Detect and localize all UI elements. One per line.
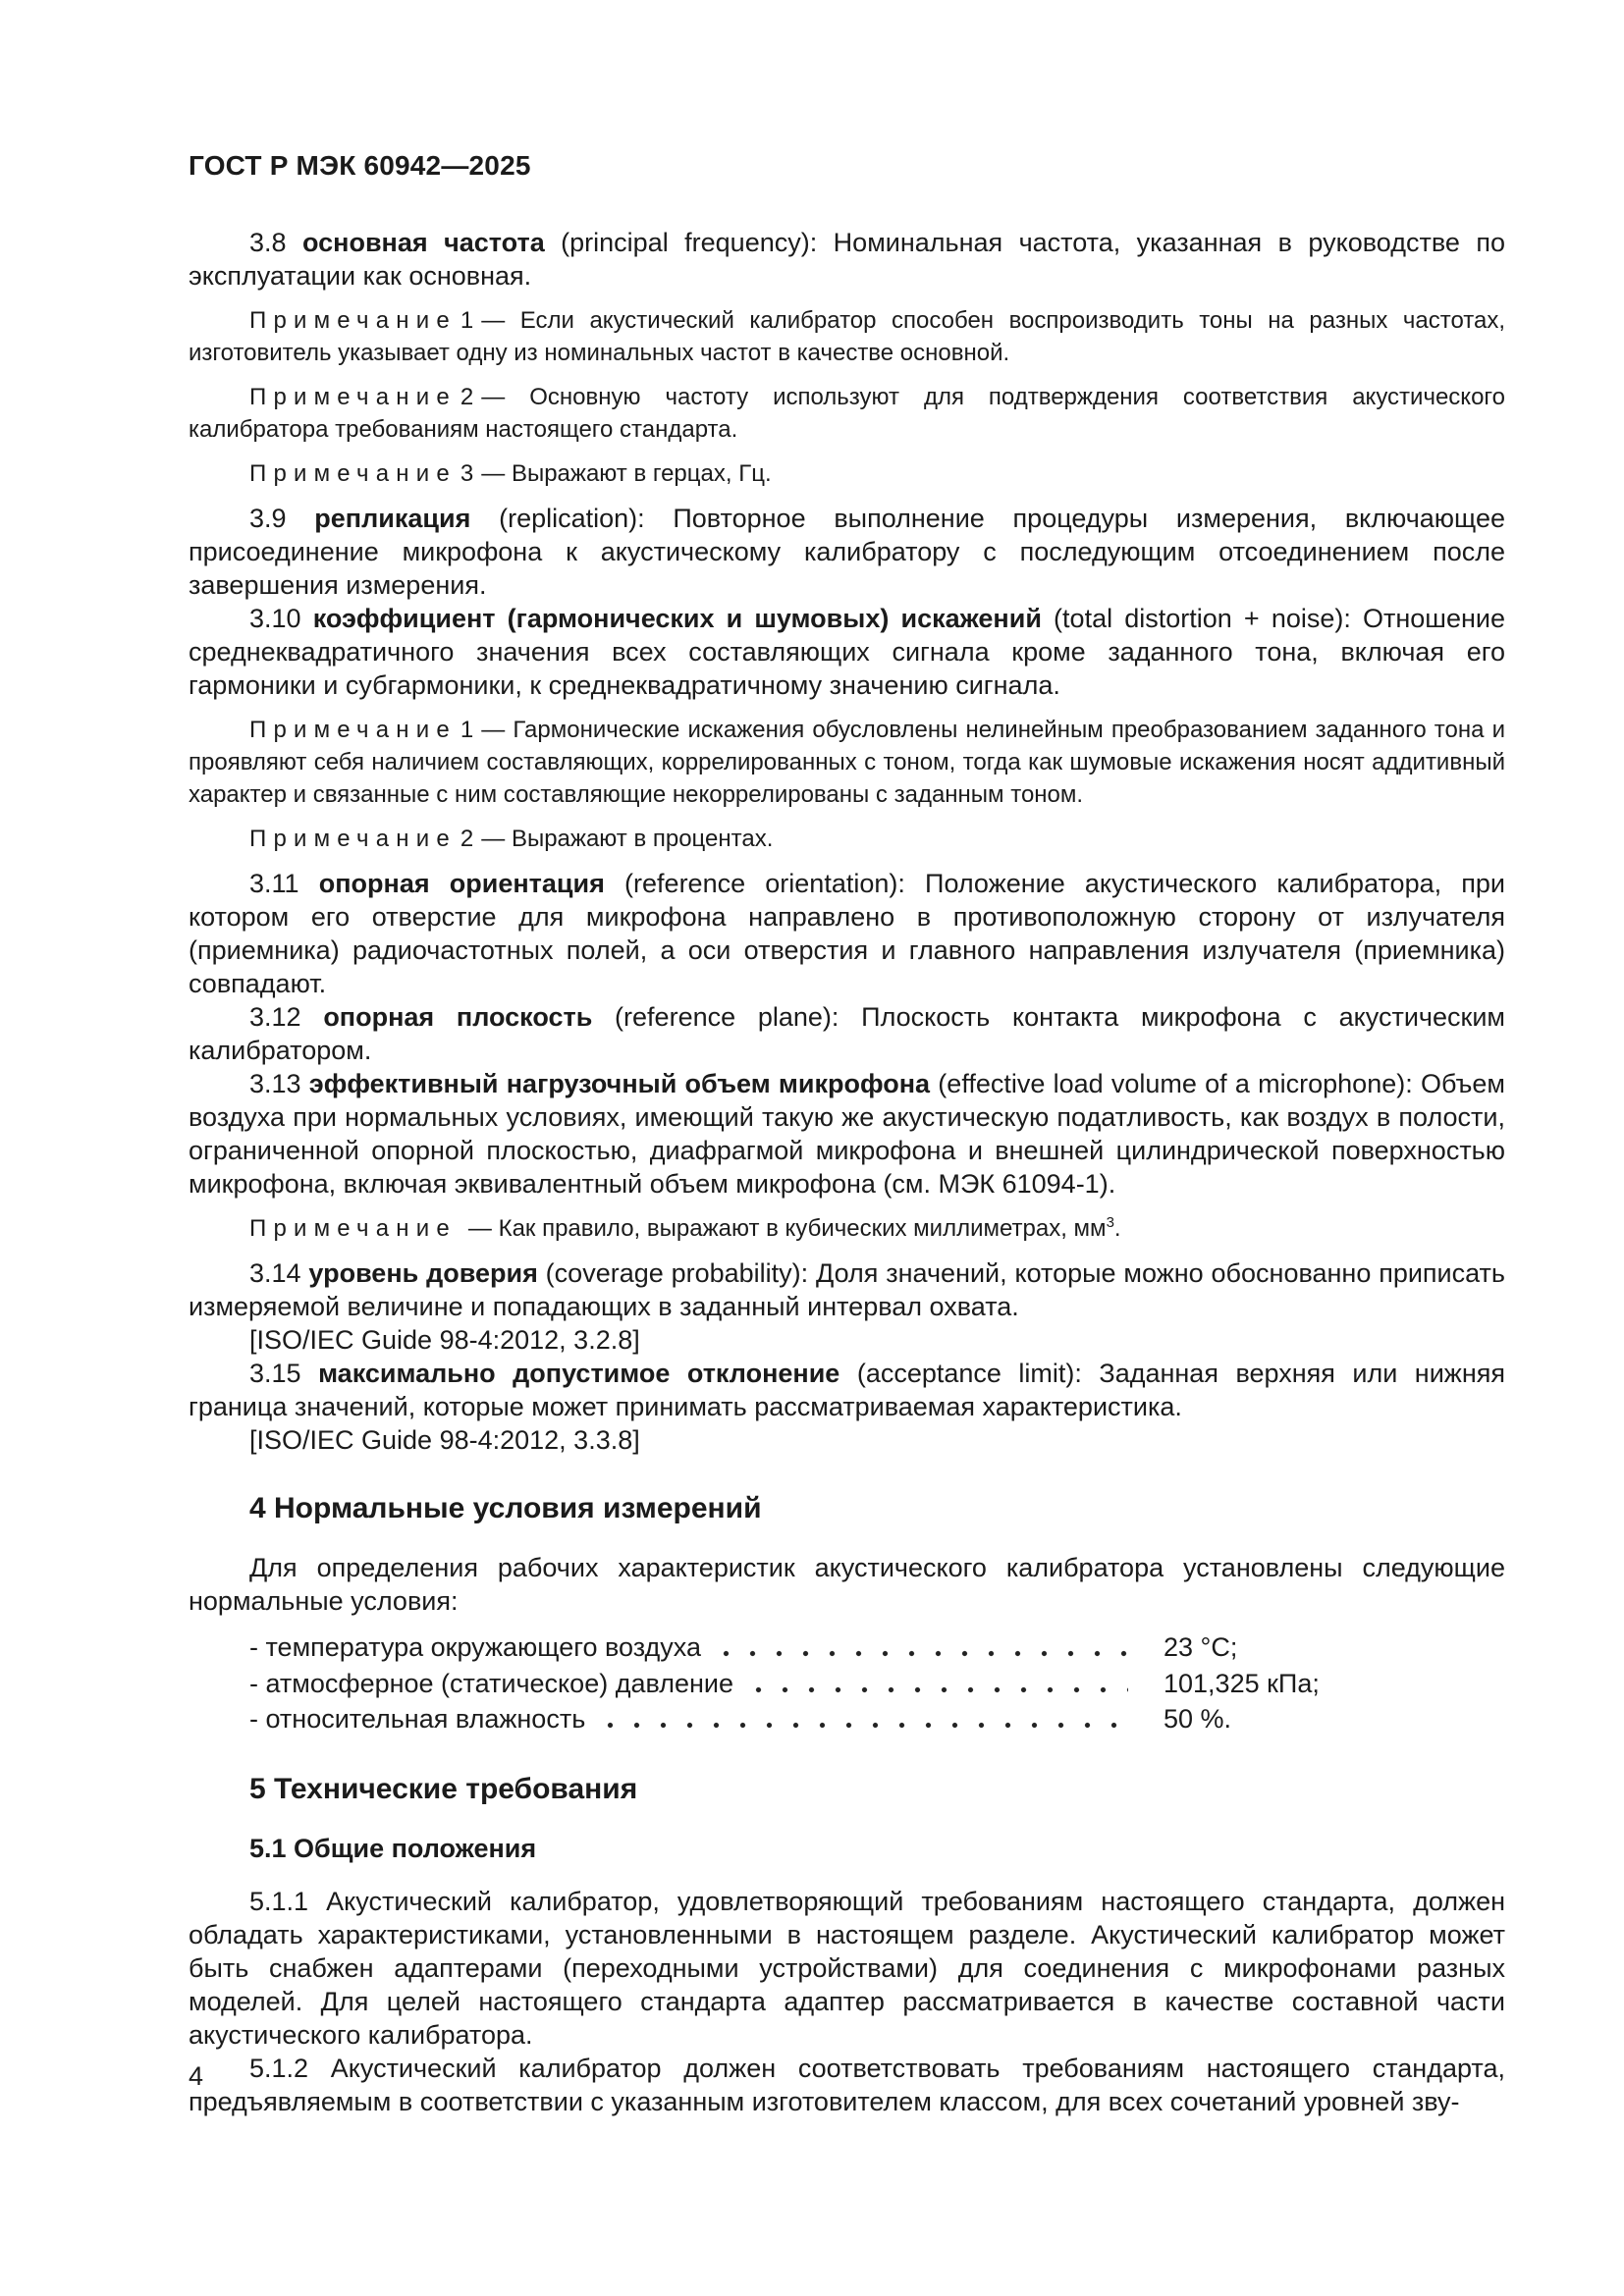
page-number: 4: [189, 2061, 204, 2091]
term-number: 3.14: [249, 1258, 301, 1288]
note-label: Примечание: [249, 460, 457, 487]
list-item: [249, 1666, 1505, 1702]
term-definition: (total distortion + noise): Отношение среднеквадратичного значения всех составляющих сигнала кроме заданного тона, включая его гармоники и субгармоники, к среднеквадратичному значению сигнала.: [189, 604, 1505, 700]
term-number: 3.9: [249, 504, 287, 533]
term-definition: (principal frequency): Номинальная частота, указанная в руководстве по эксплуатации как основная.: [189, 228, 1505, 291]
term-definition: (effective load volume of a microphone): Объем воздуха при нормальных условиях, имеющий такую же акустическую податливость, как воздух в полости, ограниченной опорной плоскостью, диафрагмой микрофона и внешней цилиндрической поверхностью микрофона, включая эквивалентный объем микрофона (см. МЭК 61094-1).: [189, 1069, 1505, 1199]
note-3-8-1: [189, 304, 1505, 369]
term-name: опорная плоскость: [323, 1002, 593, 1032]
list-item: [249, 1629, 1505, 1666]
note-superscript: 3: [1106, 1214, 1114, 1231]
note-text: — Выражают в герцах, Гц.: [481, 460, 772, 487]
paragraph-5-1-1: 5.1.1 Акустический калибратор, удовлетворяющий требованиям настоящего стандарта, должен обладать характеристиками, установленными в настоящем разделе. Акустический калибратор может быть снабжен адаптерами (переходными устройствами) для соединения с микрофонами разных моделей. Для целей настоящего стандарта адаптер рассматривается в качестве составной части акустического калибратора.: [189, 1886, 1505, 2050]
term-3-8: [189, 226, 1505, 293]
term-name: основная частота: [302, 228, 545, 257]
term-3-11: [189, 867, 1505, 1000]
term-definition: (coverage probability): Доля значений, которые можно обоснованно приписать измеряемой величине и попадающих в заданный интервал охвата.: [189, 1258, 1505, 1321]
note-number: 2: [460, 826, 474, 852]
condition-label: - температура окружающего воздуха: [249, 1632, 701, 1662]
term-3-14: [189, 1256, 1505, 1323]
note-text: — Если акустический калибратор способен воспроизводить тоны на разных частотах, изготовитель указывает одну из номинальных частот в качестве основной.: [189, 307, 1505, 366]
note-label: Примечание: [249, 717, 457, 743]
note-3-8-2: [189, 381, 1505, 446]
note-label: Примечание: [249, 307, 457, 334]
condition-value: 101,325 кПа;: [1164, 1668, 1320, 1698]
note-text: — Как правило, выражают в кубических миллиметрах, мм: [467, 1215, 1107, 1242]
condition-label: - атмосферное (статическое) давление: [249, 1668, 733, 1698]
note-3-8-3: [189, 457, 1505, 490]
dot-leader: [597, 1701, 1128, 1737]
condition-value: 23 °C;: [1164, 1632, 1238, 1662]
dot-leader: [745, 1666, 1128, 1702]
note-number: 3: [460, 460, 474, 487]
term-definition: (reference orientation): Положение акустического калибратора, при котором его отверстие для микрофона направлено в противоположную сторону от излучателя (приемника) радиочастотных полей, а оси отверстия и главного направления излучателя (приемника) совпадают.: [189, 869, 1505, 998]
term-name: опорная ориентация: [318, 869, 605, 898]
term-3-13: [189, 1067, 1505, 1201]
iso-reference-3-14: [ISO/IEC Guide 98-4:2012, 3.2.8]: [249, 1325, 640, 1355]
note-3-10-2: [189, 823, 1505, 855]
term-3-15: [189, 1357, 1505, 1423]
note-label: Примечание: [249, 384, 457, 410]
section-5-1-heading: 5.1 Общие положения: [249, 1833, 537, 1863]
list-item: [249, 1701, 1505, 1737]
paragraph-5-1-2: 5.1.2 Акустический калибратор должен соответствовать требованиям настоящего стандарта, предъявляемым в соответствии с указанным изготовителем классом, для всех сочетаний уровней зву-: [189, 2053, 1505, 2116]
doc-code-header: ГОСТ Р МЭК 60942—2025: [189, 150, 531, 181]
note-3-13: [189, 1212, 1505, 1245]
term-number: 3.8: [249, 228, 287, 257]
normal-conditions-list: [189, 1629, 1505, 1737]
term-number: 3.13: [249, 1069, 301, 1098]
note-text-tail: .: [1113, 1215, 1121, 1242]
condition-value: 50 %.: [1164, 1704, 1232, 1734]
term-name: уровень доверия: [308, 1258, 538, 1288]
iso-reference-3-15: [ISO/IEC Guide 98-4:2012, 3.3.8]: [249, 1425, 640, 1455]
term-number: 3.10: [249, 604, 301, 633]
term-3-10: [189, 602, 1505, 702]
term-3-12: [189, 1000, 1505, 1067]
note-3-10-1: [189, 714, 1505, 811]
note-text: — Основную частоту используют для подтверждения соответствия акустического калибратора требованиям настоящего стандарта.: [189, 384, 1505, 443]
note-text: — Гармонические искажения обусловлены нелинейным преобразованием заданного тона и проявляют себя наличием составляющих, коррелированных с тоном, тогда как шумовые искажения носят аддитивный характер и связанные с ним составляющие некоррелированы с заданным тоном.: [189, 717, 1505, 808]
term-name: эффективный нагрузочный объем микрофона: [308, 1069, 931, 1098]
term-definition: (reference plane): Плоскость контакта микрофона с акустическим калибратором.: [189, 1002, 1505, 1065]
term-3-9: [189, 502, 1505, 602]
term-number: 3.12: [249, 1002, 301, 1032]
note-text: — Выражают в процентах.: [481, 826, 774, 852]
term-name: коэффициент (гармонических и шумовых) искажений: [312, 604, 1042, 633]
section-4-intro: Для определения рабочих характеристик акустического калибратора установлены следующие нормальные условия:: [189, 1553, 1505, 1616]
note-number: 1: [460, 717, 474, 743]
note-label: Примечание: [249, 1215, 457, 1242]
note-number: 1: [460, 307, 474, 334]
term-definition: (acceptance limit): Заданная верхняя или нижняя граница значений, которые может принимать рассматриваемая характеристика.: [189, 1359, 1505, 1421]
term-number: 3.11: [249, 869, 299, 898]
note-number: 2: [460, 384, 474, 410]
term-definition: (replication): Повторное выполнение процедуры измерения, включающее присоединение микрофона к акустическому калибратору с последующим отсоединением после завершения измерения.: [189, 504, 1505, 600]
condition-label: - относительная влажность: [249, 1704, 586, 1734]
section-4-heading: 4 Нормальные условия измерений: [249, 1492, 762, 1524]
note-label: Примечание: [249, 826, 457, 852]
section-5-heading: 5 Технические требования: [249, 1772, 638, 1805]
term-number: 3.15: [249, 1359, 301, 1388]
term-name: репликация: [314, 504, 471, 533]
term-name: максимально допустимое отклонение: [318, 1359, 840, 1388]
dot-leader: [713, 1629, 1128, 1666]
